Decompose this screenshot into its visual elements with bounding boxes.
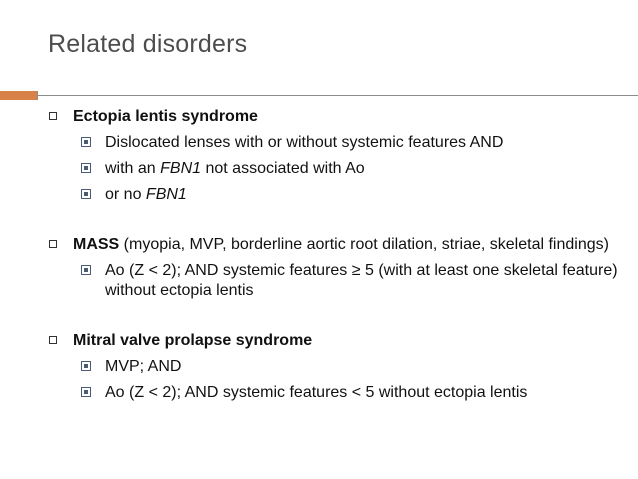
hollow-square-bullet-icon — [49, 336, 57, 344]
list-item — [48, 235, 628, 301]
square-bullet-icon — [81, 387, 91, 397]
sub-item — [81, 185, 628, 205]
square-bullet-icon — [81, 137, 91, 147]
sub-item-text: or no — [105, 186, 146, 203]
sub-item — [81, 159, 628, 179]
sub-item-text: Ao (Z < 2); AND systemic features ≥ 5 (with at least one skeletal feature) without ectopia lentis — [105, 262, 618, 299]
square-bullet-icon — [81, 189, 91, 199]
sub-item-text: not associated with Ao — [201, 160, 365, 177]
slide-title: Related disorders — [48, 30, 248, 58]
list-item — [48, 331, 628, 403]
sub-item-text: with an — [105, 160, 161, 177]
sub-item-text: Ao (Z < 2); AND systemic features < 5 without ectopia lentis — [105, 384, 528, 401]
item-heading: Mitral valve prolapse syndrome — [73, 332, 313, 349]
item-heading: MASS — [73, 236, 120, 253]
title-rule-accent — [0, 91, 37, 100]
gene-name: FBN1 — [145, 186, 187, 203]
square-bullet-icon — [81, 163, 91, 173]
sub-item — [81, 383, 628, 403]
title-rule-line — [37, 95, 638, 96]
sub-item-text: Dislocated lenses with or without systemic features AND — [105, 134, 504, 151]
square-bullet-icon — [81, 265, 91, 275]
gene-name: FBN1 — [160, 160, 202, 177]
hollow-square-bullet-icon — [49, 112, 57, 120]
item-heading: Ectopia lentis syndrome — [73, 108, 258, 125]
sub-item-text: MVP; AND — [105, 358, 182, 375]
sub-item — [81, 261, 628, 301]
sub-item — [81, 357, 628, 377]
hollow-square-bullet-icon — [49, 240, 57, 248]
item-heading-detail: (myopia, MVP, borderline aortic root dilation, striae, skeletal findings) — [119, 236, 609, 253]
square-bullet-icon — [81, 361, 91, 371]
bullet-list — [48, 107, 628, 403]
list-item — [48, 107, 628, 205]
sub-item — [81, 133, 628, 153]
